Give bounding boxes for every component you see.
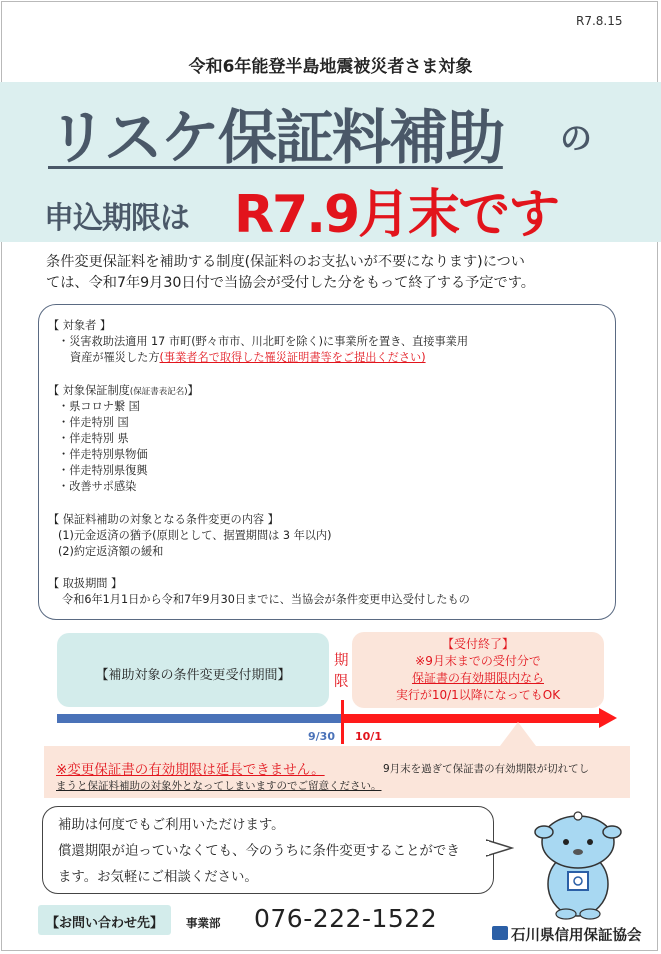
bubble-line: 補助は何度でもご利用いただけます。 (58, 818, 285, 833)
contact-label: 【お問い合わせ先】 (45, 916, 163, 931)
contact-phone[interactable]: 076-222-1522 (254, 904, 438, 933)
closed-line: ※9月末までの受付分で (415, 654, 541, 668)
closed-line: 保証書の有効期限内なら (411, 671, 544, 685)
callout-pointer (500, 722, 536, 746)
speech-bubble-text (58, 813, 460, 891)
closed-title: 【受付終了】 (441, 637, 514, 651)
expiry-detail: 9月末を過ぎて保証書の有効期限が切れてし (383, 763, 590, 775)
date-label-after: 10/1 (355, 730, 382, 743)
system-heading (48, 383, 199, 400)
issue-date: R7.8.15 (576, 14, 623, 28)
conditions-heading: 【 保証料補助の対象となる条件変更の内容 】 (48, 513, 279, 526)
closed-line: 実行が10/1以降になってもOK (395, 688, 561, 702)
system-item: ・伴走特別 国 (58, 416, 129, 429)
date-label-before: 9/30 (308, 730, 335, 743)
page-title-suffix: の (560, 119, 593, 157)
target-line: ・災害救助法適用 17 市町(野々市市、川北町を除く)に事業所を置き、直接事業用 (58, 335, 469, 348)
deadline-line (341, 700, 344, 744)
intro-line: ては、令和7年9月30日付で当協会が受付した分をもって終了する予定です。 (46, 275, 535, 291)
org-logo-icon (492, 926, 508, 940)
contact-department: 事業部 (186, 916, 221, 930)
subtitle: 令和6年能登半島地震被災者さま対象 (188, 57, 473, 77)
system-item: ・伴走特別 県 (58, 432, 129, 445)
intro-line: 条件変更保証料を補助する制度(保証料のお支払いが不要になります)につい (46, 254, 525, 270)
system-item: ・県コロナ繋 国 (58, 400, 140, 413)
system-item: ・伴走特別県復興 (58, 464, 148, 477)
bubble-line: ます。お気軽にご相談ください。 (58, 870, 258, 885)
bubble-line: 償還期限が迫っていなくても、今のうちに条件変更することができ (58, 844, 460, 859)
deadline-marker (334, 651, 349, 693)
target-line-text: 資産が罹災した方 (70, 351, 160, 364)
org-name: 石川県信用保証協会 (511, 928, 642, 944)
closed-text (352, 636, 604, 704)
expiry-warning: ※変更保証書の有効期限は延長できません。 (56, 762, 325, 778)
system-item: ・改善サポ感染 (58, 480, 137, 493)
condition-item: (1)元金返済の猶予(原則として、据置期間は 3 年以内) (58, 529, 332, 542)
system-heading-end: 】 (187, 384, 199, 397)
expiry-detail: まうと保証料補助の対象外となってしまいますのでご留意ください。 (56, 780, 382, 792)
speech-bubble-tail (486, 838, 514, 858)
timeline-bar-before (57, 714, 343, 723)
arrow-right-icon (599, 708, 617, 728)
eligible-period-label: 【補助対象の条件変更受付期間】 (95, 668, 291, 683)
page-title: リスケ保証料補助 (48, 103, 503, 172)
target-line (70, 350, 426, 366)
period-heading: 【 取扱期間 】 (48, 577, 123, 590)
system-item: ・伴走特別県物価 (58, 448, 148, 461)
period-text: 令和6年1月1日から令和7年9月30日までに、当協会が条件変更申込受付したもの (62, 593, 470, 606)
mascot-icon (526, 808, 630, 920)
condition-item: (2)約定返済額の緩和 (58, 545, 164, 558)
intro-text (46, 252, 626, 294)
target-heading: 【 対象者 】 (48, 319, 112, 332)
deadline-prefix: 申込期限は (44, 201, 189, 236)
system-heading-note: (保証書表記名) (129, 387, 188, 397)
deadline-char: 限 (334, 674, 349, 690)
deadline-emphasis: R7.9月末です (234, 185, 559, 245)
system-heading-text: 【 対象保証制度 (48, 384, 130, 397)
deadline-char: 期 (334, 653, 349, 669)
certificate-note: (事業者名で取得した罹災証明書等をご提出ください) (159, 351, 426, 364)
timeline-bar-after (343, 714, 601, 723)
